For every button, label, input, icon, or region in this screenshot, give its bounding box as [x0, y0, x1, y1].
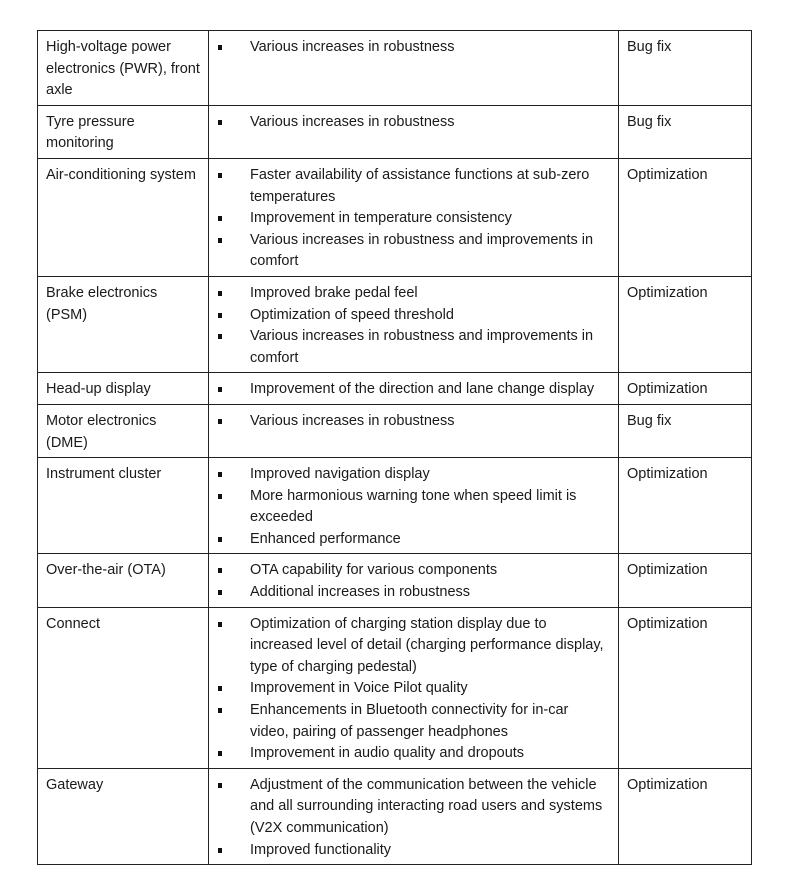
change-item: Improvement in temperature consistency — [217, 208, 610, 230]
table-row — [38, 458, 752, 554]
change-item: Various increases in robustness — [217, 112, 610, 134]
changes-list — [217, 614, 610, 765]
component-cell: Brake electronics (PSM) — [38, 276, 209, 372]
component-cell: High-voltage power electronics (PWR), front axle — [38, 31, 209, 106]
change-item: Improvement in audio quality and dropouts — [217, 743, 610, 765]
table-row — [38, 607, 752, 768]
table-body — [38, 31, 752, 865]
component-cell: Head-up display — [38, 373, 209, 405]
changes-cell — [209, 31, 619, 106]
component-cell: Connect — [38, 607, 209, 768]
changes-cell — [209, 404, 619, 457]
update-type-cell: Optimization — [619, 158, 752, 276]
update-type-cell: Optimization — [619, 554, 752, 607]
table-row — [38, 158, 752, 276]
table-row — [38, 373, 752, 405]
update-type-cell: Optimization — [619, 607, 752, 768]
component-cell: Air-conditioning system — [38, 158, 209, 276]
component-cell: Motor electronics (DME) — [38, 404, 209, 457]
component-cell: Gateway — [38, 768, 209, 864]
changes-list — [217, 464, 610, 550]
update-type-cell: Optimization — [619, 768, 752, 864]
component-cell: Over-the-air (OTA) — [38, 554, 209, 607]
change-item: Improved functionality — [217, 840, 610, 862]
changes-list — [217, 112, 610, 134]
changes-list — [217, 560, 610, 603]
changes-list — [217, 37, 610, 59]
changes-list — [217, 165, 610, 273]
change-item: Enhanced performance — [217, 529, 610, 551]
changes-cell — [209, 373, 619, 405]
changes-cell — [209, 276, 619, 372]
table-row — [38, 105, 752, 158]
table-row — [38, 554, 752, 607]
component-cell: Tyre pressure monitoring — [38, 105, 209, 158]
changes-list — [217, 379, 610, 401]
changes-cell — [209, 158, 619, 276]
change-item: Additional increases in robustness — [217, 582, 610, 604]
component-cell: Instrument cluster — [38, 458, 209, 554]
table-row — [38, 404, 752, 457]
changes-list — [217, 775, 610, 861]
table-row — [38, 276, 752, 372]
change-item: OTA capability for various components — [217, 560, 610, 582]
change-item: Adjustment of the communication between the vehicle and all surrounding interacting road users and systems (V2X communication) — [217, 775, 610, 840]
update-type-cell: Optimization — [619, 458, 752, 554]
software-update-table — [37, 30, 752, 865]
changes-list — [217, 411, 610, 433]
change-item: Various increases in robustness and improvements in comfort — [217, 230, 610, 273]
change-item: Various increases in robustness — [217, 37, 610, 59]
table-row — [38, 768, 752, 864]
changes-cell — [209, 458, 619, 554]
update-type-cell: Bug fix — [619, 404, 752, 457]
update-type-cell: Bug fix — [619, 31, 752, 106]
update-type-cell: Optimization — [619, 276, 752, 372]
changes-cell — [209, 768, 619, 864]
change-item: Faster availability of assistance functions at sub-zero temperatures — [217, 165, 610, 208]
changes-cell — [209, 607, 619, 768]
table-row — [38, 31, 752, 106]
change-item: Improvement of the direction and lane change display — [217, 379, 610, 401]
change-item: Improved navigation display — [217, 464, 610, 486]
change-item: Improvement in Voice Pilot quality — [217, 678, 610, 700]
change-item: Various increases in robustness — [217, 411, 610, 433]
change-item: Various increases in robustness and improvements in comfort — [217, 326, 610, 369]
change-item: Enhancements in Bluetooth connectivity for in-car video, pairing of passenger headphones — [217, 700, 610, 743]
change-item: Improved brake pedal feel — [217, 283, 610, 305]
changes-cell — [209, 105, 619, 158]
change-item: Optimization of charging station display due to increased level of detail (charging performance display, type of charging pedestal) — [217, 614, 610, 679]
update-type-cell: Optimization — [619, 373, 752, 405]
changes-list — [217, 283, 610, 369]
update-type-cell: Bug fix — [619, 105, 752, 158]
changes-cell — [209, 554, 619, 607]
change-item: More harmonious warning tone when speed limit is exceeded — [217, 486, 610, 529]
change-item: Optimization of speed threshold — [217, 305, 610, 327]
